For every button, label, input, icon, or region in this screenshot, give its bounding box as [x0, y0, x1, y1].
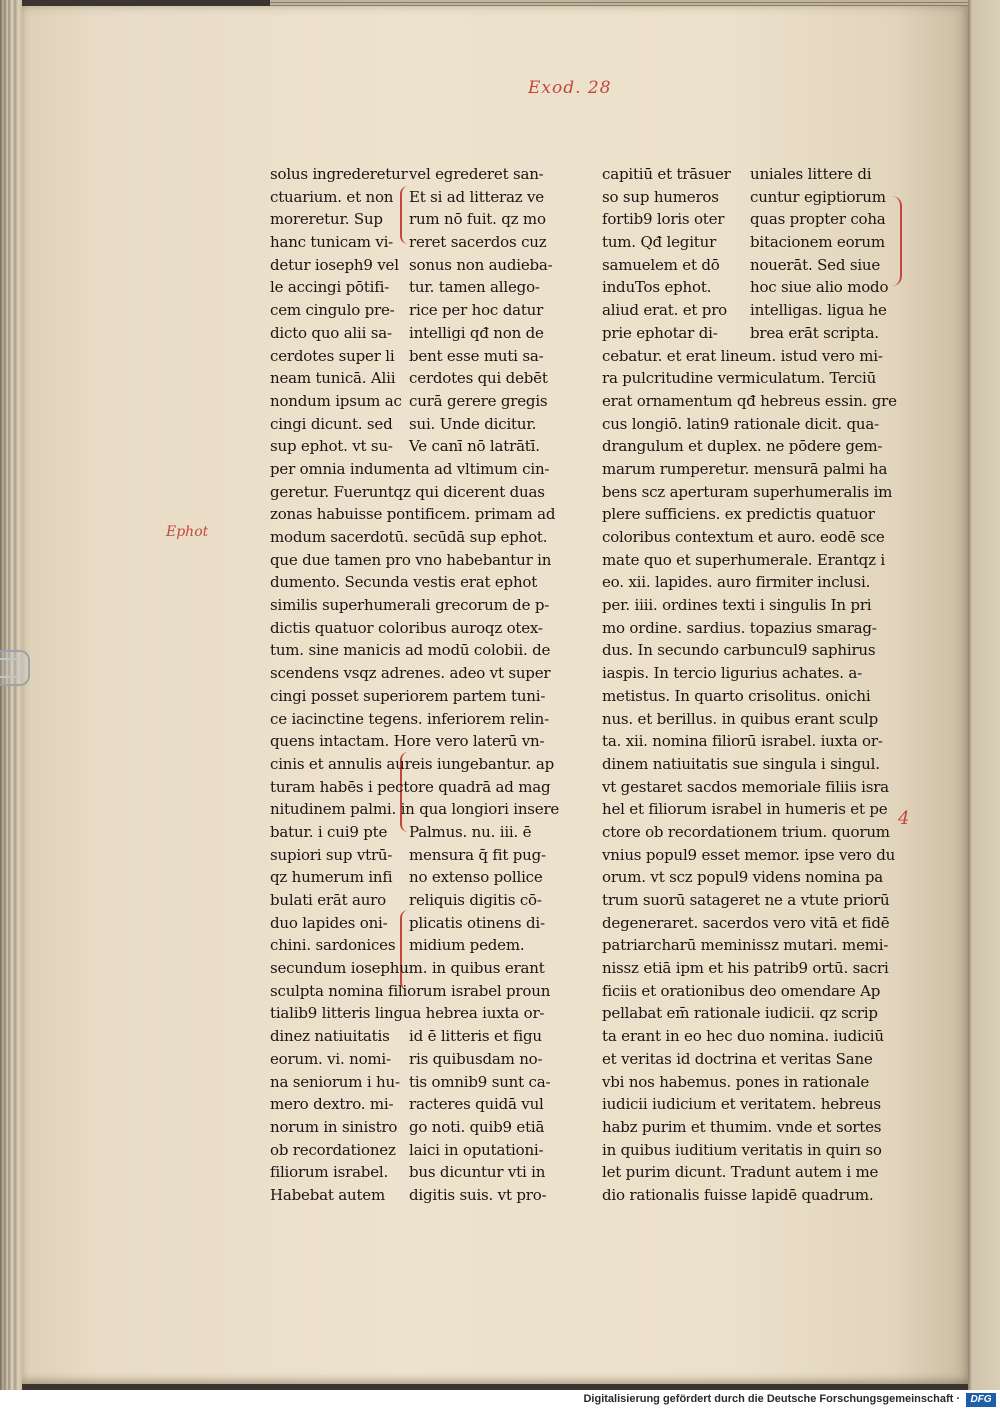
split-line — [602, 186, 902, 209]
split-line — [602, 276, 902, 299]
text-line: drangulum et duplex. ne pōdere gem- — [602, 437, 883, 456]
inner-column-text: detur ioseph9 vel — [270, 255, 399, 274]
inner-column-text: mero dextro. mi- — [270, 1095, 394, 1114]
margin-note: Ephot — [166, 524, 209, 540]
page-stack-left-edge — [0, 0, 22, 1390]
split-line — [270, 912, 560, 935]
gloss-column-text: bitacionem eorum — [750, 233, 885, 252]
inner-column-text: dinez natiuitatis — [270, 1027, 390, 1046]
inner-column-text: hanc tunicam vi- — [270, 233, 394, 252]
text-line: let purim dicunt. Tradunt autem i me — [602, 1163, 879, 1182]
text-line: geretur. Fueruntqz qui dicerent duas — [270, 482, 545, 501]
gloss-column-text: sui. Unde dicitur. — [409, 414, 537, 433]
margin-number: 4 — [898, 808, 910, 829]
text-line: iaspis. In tercio ligurius achates. a- — [602, 664, 862, 683]
text-line: hel et filiorum israbel in humeris et pe — [602, 800, 888, 819]
text-line: nitudinem palmi. in qua longiori insere — [270, 800, 560, 819]
footer-bar — [0, 1390, 1000, 1411]
gloss-column-text: ris quibusdam no- — [409, 1049, 543, 1068]
split-line — [270, 413, 560, 436]
inner-column-text: prie ephotar di- — [602, 323, 718, 342]
split-line — [602, 163, 902, 186]
text-line: plere sufficiens. ex predictis quatuor — [602, 505, 875, 524]
inner-column-text: capitiū et trāsuer — [602, 165, 731, 183]
split-line — [602, 299, 902, 322]
inner-column-text: so sup humeros — [602, 187, 719, 206]
text-line: ra pulcritudine vermiculatum. Terciū — [602, 369, 877, 388]
inner-column-text: ctuarium. et non — [270, 187, 394, 206]
inner-column-text: cem cingulo pre- — [270, 301, 395, 320]
text-line: dio rationalis fuisse lapidē quadrum. — [602, 1185, 874, 1204]
text-line: mate quo et superhumerale. Erantqz i — [602, 550, 885, 569]
text-line: vt gestaret sacdos memoriale filiis isra — [602, 777, 889, 796]
gloss-column-text: intelligas. ligua he — [750, 301, 887, 320]
gloss-column-text: brea erāt scripta. — [750, 323, 879, 342]
split-line — [270, 254, 560, 277]
text-line: tialib9 litteris lingua hebrea iuxta or- — [270, 1004, 545, 1023]
inner-column-text: moreretur. Sup — [270, 210, 383, 229]
split-line — [270, 163, 560, 186]
text-line: patriarcharū meminissz mutari. memi- — [602, 936, 889, 955]
gloss-column-text: tis omnib9 sunt ca- — [409, 1072, 551, 1091]
inner-column-text: ob recordationez — [270, 1140, 396, 1159]
inner-column-text: norum in sinistro — [270, 1117, 398, 1136]
gloss-column-text: reret sacerdos cuz — [409, 233, 547, 252]
gloss-column-text: hoc siue alio modo — [750, 278, 889, 297]
text-line: cingi posset superiorem partem tuni- — [270, 686, 546, 705]
text-line: vbi nos habemus. pones in rationale — [602, 1072, 870, 1091]
gloss-column-text: uniales littere di — [750, 165, 872, 183]
text-line: cebatur. et erat lineum. istud vero mi- — [602, 346, 883, 365]
gloss-column-text: go noti. quib9 etiā — [409, 1117, 545, 1136]
footer-credit: Digitalisierung gefördert durch die Deutsche Forschungsgemeinschaft · — [583, 1393, 960, 1405]
split-line — [270, 889, 560, 912]
text-line: vnius popul9 esset memor. ipse vero du — [602, 845, 896, 864]
text-line: ce iacinctine tegens. inferiorem relin- — [270, 709, 549, 728]
gloss-column-text: digitis suis. vt pro- — [409, 1185, 547, 1204]
inner-column-text: qz humerum infi — [270, 868, 393, 887]
gloss-column-text: plicatis otinens di- — [409, 913, 545, 932]
text-line: habz purim et thumim. vnde et sortes — [602, 1117, 882, 1136]
inner-column-text: na seniorum i hu- — [270, 1072, 400, 1091]
inner-column-text: Habebat autem — [270, 1185, 385, 1204]
folio-heading: Exod. 28 — [528, 78, 612, 98]
text-line: modum sacerdotū. secūdā sup ephot. — [270, 528, 548, 546]
inner-column-text: cingi dicunt. sed — [270, 414, 393, 433]
gloss-column-text: Et si ad litteraz ve — [409, 187, 544, 206]
gloss-column-text: Ve canī nō latrātī. — [409, 437, 540, 456]
dfg-logo: DFG — [966, 1393, 996, 1407]
split-line — [270, 866, 560, 889]
gloss-column-text: nouerāt. Sed siue — [750, 255, 881, 274]
gloss-column-text: quas propter coha — [750, 210, 886, 229]
split-line — [270, 231, 560, 254]
text-line: dinem natiuitatis sue singula i singul. — [602, 754, 880, 773]
text-line: degeneraret. sacerdos vero vitā et fidē — [602, 913, 890, 932]
text-line: pellabat em̄ rationale iudicii. qz scrip — [602, 1004, 878, 1023]
text-line: per. iiii. ordines texti i singulis In pri — [602, 596, 872, 615]
gloss-column-text: sonus non audieba- — [409, 255, 553, 274]
text-line: coloribus contextum et auro. eodē sce — [602, 528, 885, 546]
gloss-column-text: tur. tamen allego- — [409, 278, 540, 297]
split-line — [270, 821, 560, 844]
split-line — [270, 299, 560, 322]
text-line: eo. xii. lapides. auro firmiter inclusi. — [602, 573, 871, 592]
text-line: quens intactam. Hore vero laterū vn- — [270, 732, 545, 751]
split-line — [270, 1025, 560, 1048]
text-line: turam habēs i pectore quadrā ad mag — [270, 777, 551, 796]
gloss-column-text: mensura q̄ fit pug- — [409, 845, 546, 864]
inner-column-text: eorum. vi. nomi- — [270, 1049, 391, 1068]
text-line: dictis quatuor coloribus auroqz otex- — [270, 618, 543, 637]
inner-column-text: nondum ipsum ac — [270, 391, 402, 410]
split-line — [270, 435, 560, 458]
inner-column-text: supiori sup vtrū- — [270, 845, 393, 864]
split-line — [602, 322, 902, 345]
text-line: nus. et berillus. in quibus erant sculp — [602, 709, 878, 728]
gloss-column-text: cuntur egiptiorum — [750, 187, 886, 206]
gloss-column-text: bus dicuntur vti in — [409, 1163, 546, 1182]
inner-column-text: cerdotes super li — [270, 346, 395, 365]
split-line — [270, 844, 560, 867]
text-line: similis superhumerali grecorum de p- — [270, 596, 550, 615]
text-line: bens scz aperturam superhumeralis im — [602, 482, 893, 501]
split-line — [270, 322, 560, 345]
inner-column-text: fortib9 loris oter — [602, 210, 725, 229]
text-line: ta erant in eo hec duo nomina. iudiciū — [602, 1027, 884, 1046]
split-line — [270, 390, 560, 413]
inner-column-text: neam tunicā. Alii — [270, 369, 396, 388]
gloss-column-text: id ē litteris et figu — [409, 1027, 542, 1046]
gloss-column-text: rum nō fuit. qz mo — [409, 210, 546, 229]
text-line: nissz etiā ipm et his patrib9 ortū. sacri — [602, 959, 889, 978]
split-line — [270, 1184, 560, 1207]
text-line: per omnia indumenta ad vltimum cin- — [270, 459, 550, 478]
split-line — [602, 254, 902, 277]
text-line: scendens vsqz adrenes. adeo vt super — [270, 664, 551, 683]
split-line — [270, 276, 560, 299]
split-line — [270, 934, 560, 957]
text-line: orum. vt scz popul9 videns nomina pa — [602, 868, 883, 887]
text-line: que due tamen pro vno habebantur in — [270, 550, 552, 569]
text-line: marum rumperetur. mensurā palmi ha — [602, 459, 888, 478]
text-line: ficiis et orationibus deo omendare Ap — [602, 981, 881, 1000]
gloss-column-text: no extenso pollice — [409, 868, 543, 887]
split-line — [270, 186, 560, 209]
gloss-column-text: racteres quidā vul — [409, 1095, 544, 1114]
split-line — [270, 345, 560, 368]
text-line: cinis et annulis aureis iungebantur. ap — [270, 754, 554, 773]
right-text-column — [602, 163, 902, 1207]
text-line: ctore ob recordationem trium. quorum — [602, 822, 890, 841]
inner-column-text: batur. i cui9 pte — [270, 822, 388, 841]
inner-column-text: bulati erāt auro — [270, 891, 386, 909]
text-line: et veritas id doctrina et veritas Sane — [602, 1049, 873, 1068]
inner-column-text: tum. Qđ legitur — [602, 233, 717, 252]
split-line — [270, 1139, 560, 1162]
split-line — [270, 1048, 560, 1071]
inner-column-text: filiorum israbel. — [270, 1163, 389, 1182]
split-line — [270, 367, 560, 390]
split-line — [270, 1161, 560, 1184]
gloss-column-text: midium pedem. — [409, 936, 525, 955]
gloss-column-text: curā gerere gregis — [409, 391, 548, 410]
left-text-column — [270, 163, 560, 1207]
text-line: sculpta nomina filiorum israbel proun — [270, 981, 551, 1000]
inner-column-text: duo lapides oni- — [270, 913, 388, 932]
gloss-column-text: cerdotes qui debēt — [409, 369, 548, 388]
text-line: erat ornamentum qđ hebreus essin. gre — [602, 391, 897, 410]
split-line — [602, 231, 902, 254]
gloss-column-text: intelligi qđ non de — [409, 323, 544, 342]
inner-column-text: induTos ephot. — [602, 278, 712, 297]
text-line: secundum iosephum. in quibus erant — [270, 959, 545, 978]
split-line — [270, 1093, 560, 1116]
text-line: dumento. Secunda vestis erat ephot — [270, 573, 538, 592]
text-line: mo ordine. sardius. topazius smarag- — [602, 618, 877, 637]
page-clip-inner-icon — [0, 658, 22, 678]
gloss-column-text: rice per hoc datur — [409, 301, 544, 320]
gloss-column-text: bent esse muti sa- — [409, 346, 544, 365]
text-line: cus longiō. latin9 rationale dicit. qua- — [602, 414, 879, 433]
gloss-column-text: laici in oputationi- — [409, 1140, 544, 1159]
inner-column-text: sup ephot. vt su- — [270, 437, 393, 456]
text-line: zonas habuisse pontificem. primam ad — [270, 505, 556, 524]
gloss-column-text: Palmus. nu. iii. ē — [409, 822, 532, 841]
inner-column-text: dicto quo alii sa- — [270, 323, 392, 342]
text-line: dus. In secundo carbuncul9 saphirus — [602, 641, 876, 660]
gloss-column-text: vel egrederet san- — [409, 165, 544, 183]
text-line: tum. sine manicis ad modū colobii. de — [270, 641, 551, 660]
split-line — [602, 208, 902, 231]
text-line: trum suorū satageret ne a vtute priorū — [602, 891, 890, 909]
text-line: metistus. In quarto crisolitus. onichi — [602, 686, 871, 705]
split-line — [270, 208, 560, 231]
text-line: ta. xii. nomina filiorū israbel. iuxta or- — [602, 732, 883, 751]
split-line — [270, 1071, 560, 1094]
inner-column-text: aliud erat. et pro — [602, 301, 727, 320]
inner-column-text: solus ingrederetur — [270, 165, 408, 183]
inner-column-text: samuelem et dō — [602, 255, 720, 274]
text-line: in quibus iuditium veritatis in quirı so — [602, 1140, 882, 1159]
gloss-column-text: reliquis digitis cō- — [409, 891, 542, 909]
next-page-edge — [968, 0, 1000, 1390]
inner-column-text: chini. sardonices — [270, 936, 396, 955]
text-line: iudicii iudicium et veritatem. hebreus — [602, 1095, 881, 1114]
inner-column-text: le accingi pōtifi- — [270, 278, 390, 297]
split-line — [270, 1116, 560, 1139]
